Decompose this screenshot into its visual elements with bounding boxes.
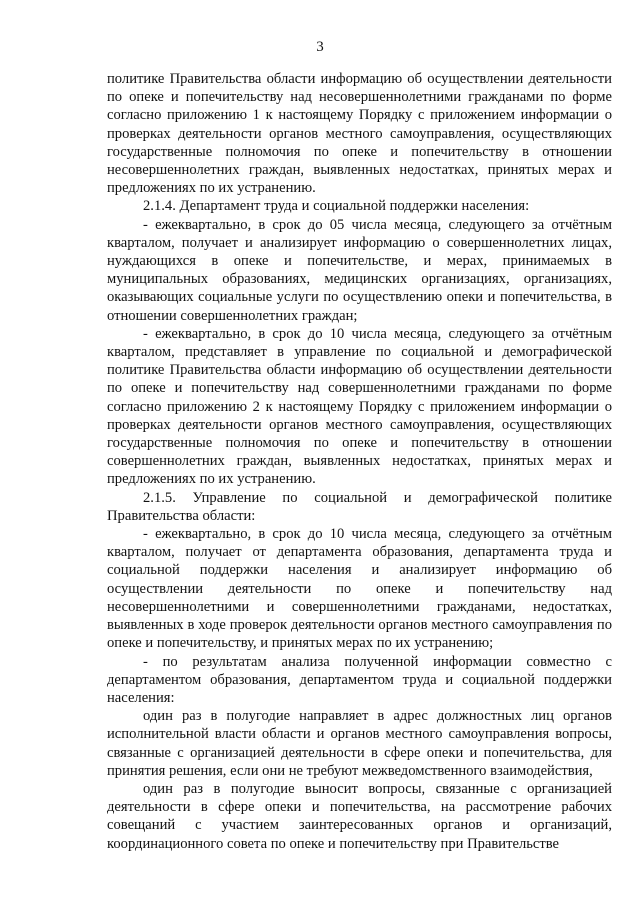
paragraph: - ежеквартально, в срок до 10 числа месяца, следующего за отчётным кварталом, получает от департамента образования, департамента труда и социальной поддержки населения и анализирует информацию об осуществлении деятельности по опеке и попечительству над несовершеннолетними и совершеннолетними гражданами, недостатках, выявленных в ходе проверок деятельности органов местного самоуправления по опеке и попечительству, и принятых мерах по их устранению; bbox=[107, 526, 612, 652]
paragraph: один раз в полугодие выносит вопросы, связанные с организацией деятельности в сфере опеки и попечительства, на рассмотрение рабочих совещаний с участием заинтересованных органов и организаций, координационного совета по опеке и попечительству при Правительстве bbox=[107, 780, 612, 852]
page-number: 3 bbox=[316, 39, 324, 55]
document-body bbox=[107, 70, 612, 853]
paragraph: - ежеквартально, в срок до 10 числа месяца, следующего за отчётным кварталом, представляет в управление по социальной и демографической политике Правительства области информацию об осуществлении деятельности по опеке и попечительству над совершеннолетними гражданами по форме согласно приложению 2 к настоящему Порядку с приложением информации о проверках деятельности органов местного самоуправления, осуществляющих государственные полномочия по опеке и попечительству в отношении совершеннолетних граждан, выявленных недостатках, принятых мерах и предложениях по их устранению. bbox=[107, 325, 612, 488]
section-heading-2-1-5: 2.1.5. Управление по социальной и демографической политике Правительства области: bbox=[107, 489, 612, 524]
paragraph: - ежеквартально, в срок до 05 числа месяца, следующего за отчётным кварталом, получает и анализирует информацию о совершеннолетних лицах, нуждающихся в опеке и попечительстве, и мерах, принимаемых в муниципальных образованиях, медицинских организациях, организациях, оказывающих социальные услуги по осуществлению опеки и попечительства, в отношении совершеннолетних граждан; bbox=[107, 216, 612, 324]
paragraph: политике Правительства области информацию об осуществлении деятельности по опеке и попечительству над несовершеннолетними гражданами по форме согласно приложению 1 к настоящему Порядку с приложением информации о проверках деятельности органов местного самоуправления, осуществляющих государственные полномочия по опеке и попечительству в отношении несовершеннолетних граждан, выявленных недостатках, принятых мерах и предложениях по их устранению. bbox=[107, 71, 612, 197]
paragraph: один раз в полугодие направляет в адрес должностных лиц органов исполнительной власти области и органов местного самоуправления вопросы, связанные с организацией деятельности в сфере опеки и попечительства, для принятия решения, если они не требуют межведомственного взаимодействия, bbox=[107, 708, 612, 779]
paragraph: - по результатам анализа полученной информации совместно с департаментом образования, департаментом труда и социальной поддержки населения: bbox=[107, 653, 612, 706]
section-heading-2-1-4: 2.1.4. Департамент труда и социальной поддержки населения: bbox=[143, 198, 530, 215]
